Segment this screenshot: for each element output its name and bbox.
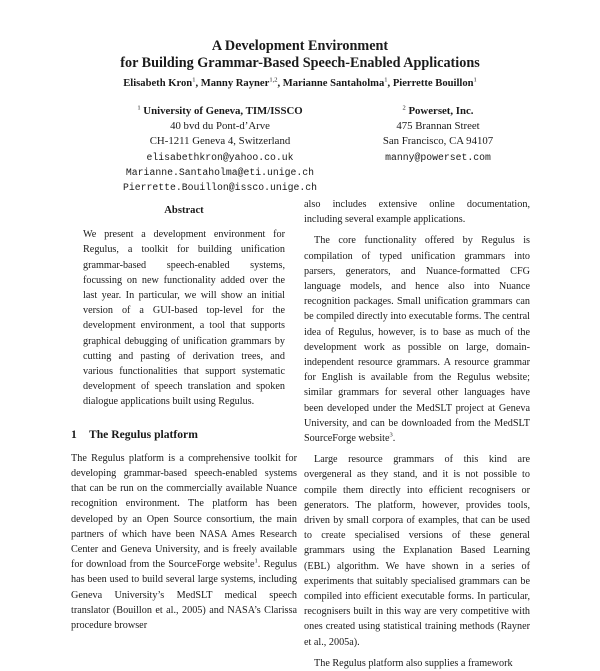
paper-title-line-2: for Building Grammar-Based Speech-Enabled Applications (120, 55, 480, 71)
affiliation-name: $^2$ Powerset, Inc. (402, 104, 474, 117)
affiliation-mark: 2 (402, 104, 406, 112)
paper-title-line-1: A Development Environment (211, 38, 389, 54)
body-paragraph: The core functionality offered by Regulus is compilation of typed unification grammars into parsers, generators, and Nuance-formatted CFG language models, and hence also into Nuance recognition packages. Small unification grammars can be compiled directly into executable forms. The central idea of Regulus, however, is to base as much of the development work as possible on large, domain-independent resource grammars. A resource grammar for English is available from the Regulus website; similar grammars for several other languages have been developed under the MedSLT project at Geneva University, and can be downloaded from the MedSLT SourceForge website$^3$. (304, 235, 530, 445)
left-column (71, 197, 297, 633)
section-1-heading (71, 427, 297, 442)
author-affiliation-mark: 1 (384, 76, 388, 84)
author-name: Elisabeth Kron (123, 78, 193, 89)
author-name: Pierrette Bouillon (392, 78, 474, 89)
affiliation-address-line: CH-1211 Geneva 4, Switzerland (149, 135, 291, 148)
section-1-paragraph: The Regulus platform is a comprehensive toolkit for developing grammar-based speech-enabled systems that can be run on the commercially available Nuance recognition environment. The platform has been developed by an Open Source consortium, the main partners of which have been NASA Ames Research Center and Geneva University, and is freely available for download from the SourceForge website$^1$. Regulus has been used to build several large systems, including Geneva University’s MedSLT medical speech translator (Bouillon et al., 2005) and NASA’s Clarissa procedure browser (71, 452, 297, 632)
author-email: elisabethkron@yahoo.co.uk (146, 151, 294, 163)
author-email: Marianne.Santaholma@eti.unige.ch (125, 166, 315, 178)
body-paragraph: also includes extensive online documentation, including several example applications. (304, 199, 530, 226)
body-paragraph: Large resource grammars of this kind are overgeneral as they stand, and it is not possible to compile them directly into efficient recognisers or generators. The platform, however, provides tools, driven by small corpora of examples, that can be used to create specialised versions of these general grammars using the Explanation Based Learning (EBL) algorithm. We have shown in a series of experiments that suitably specialised grammars can be compiled into efficient executable forms. In particular, recognisers built in this way are very competitive with ones created using statistical training methods (Rayner et al., 2005a). (304, 454, 530, 648)
abstract-text: We present a development environment for Regulus, a toolkit for building unification grammar-based speech-enabled systems, focussing on new functionality added over the last year. In particular, we will show an initial version of a GUI-based top-level for the development environment, a tool that supports graphical debugging of unification grammars by cutting and pasting of derivation trees, and various functionalities that support systematic development of speech translation and spoken dialogue applications built using Regulus. (83, 229, 285, 408)
author-name: Marianne Santaholma (282, 78, 385, 89)
affiliation-name: $^1$ University of Geneva, TIM/ISSCO (137, 104, 303, 117)
section-title: The Regulus platform (89, 427, 198, 441)
body-paragraph: The Regulus platform also supplies a framework (314, 657, 513, 669)
affiliation-mark: 1 (137, 104, 141, 112)
author-list: Elisabeth Kron$^1$, Manny Rayner$^{1,2}$, Marianne Santaholma$^1$, Pierrette Bouillon$^1$ (123, 76, 477, 89)
author-name: Manny Rayner (200, 78, 270, 89)
footnote-mark: 3 (389, 431, 393, 439)
author-email: manny@powerset.com (385, 151, 491, 163)
author-email: Pierrette.Bouillon@issco.unige.ch (122, 182, 317, 194)
author-affiliation-mark: 1,2 (269, 76, 278, 84)
affiliation-address-line: 475 Brannan Street (396, 120, 480, 133)
affiliation-powerset (318, 104, 558, 165)
section-number: 1 (71, 427, 77, 441)
author-affiliation-mark: 1 (473, 76, 477, 84)
footnote-mark: 1 (254, 557, 258, 565)
author-affiliation-mark: 1 (192, 76, 196, 84)
affiliation-address-line: San Francisco, CA 94107 (382, 135, 494, 148)
abstract-heading: Abstract (164, 205, 204, 216)
affiliation-address-line: 40 bvd du Pont-d’Arve (170, 120, 270, 133)
